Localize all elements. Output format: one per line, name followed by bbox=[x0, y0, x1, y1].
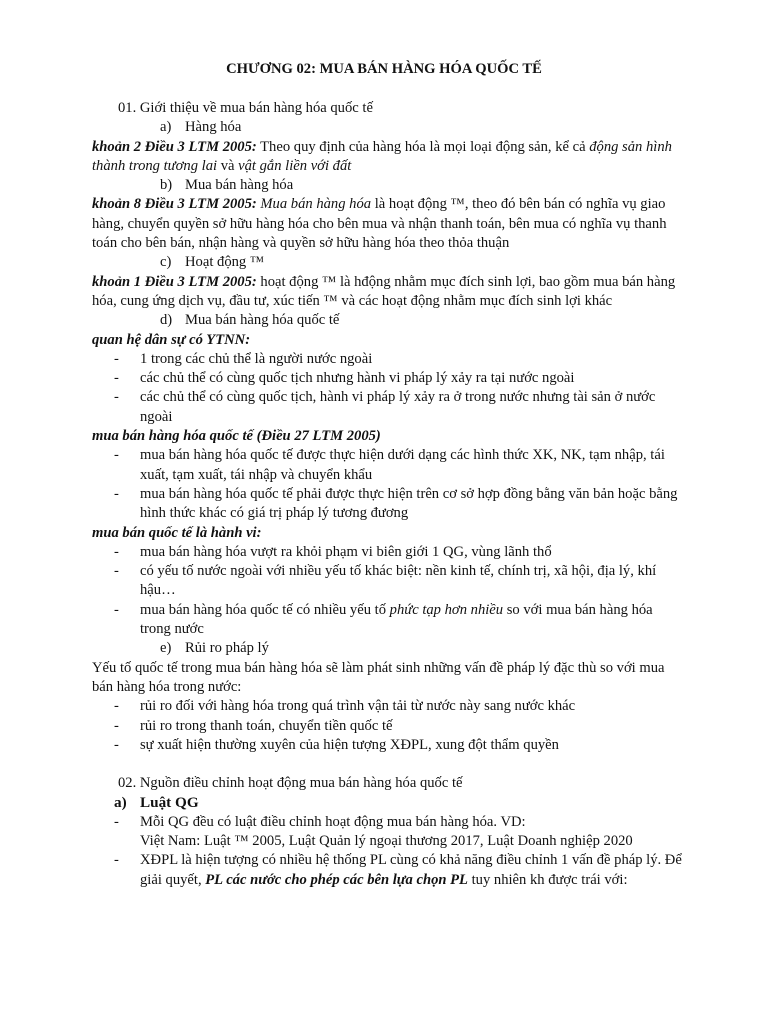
subsection-title: Mua bán hàng hóa quốc tế bbox=[185, 312, 340, 329]
list-item: - rủi ro trong thanh toán, chuyển tiền quốc tế bbox=[114, 717, 393, 734]
subsection-title: Hàng hóa bbox=[185, 119, 242, 136]
subsection-title: Rủi ro pháp lý bbox=[185, 640, 269, 657]
list-item: - mua bán hàng hóa quốc tế được thực hiện dưới dạng các hình thức XK, NK, tạm nhập, tái xuất, tạm xuất, tái nhập và chuyển khẩu bbox=[114, 447, 665, 483]
subsection-label: a) bbox=[114, 794, 127, 812]
subsection-title: Mua bán hàng hóa bbox=[185, 177, 294, 194]
act-heading: mua bán quốc tế là hành vi: bbox=[92, 524, 262, 541]
subsection-label: c) bbox=[160, 254, 172, 271]
subsection-label: a) bbox=[160, 119, 172, 136]
list-item: - rủi ro đối với hàng hóa trong quá trình vận tải từ nước này sang nước khác bbox=[114, 698, 576, 715]
ytnn-heading: quan hệ dân sự có YTNN: bbox=[92, 331, 251, 348]
example-line: Việt Nam: Luật ™ 2005, Luật Quản lý ngoại thương 2017, Luật Doanh nghiệp 2020 bbox=[140, 832, 633, 849]
list-item: - 1 trong các chủ thể là người nước ngoài bbox=[114, 350, 373, 367]
subsection-national-law bbox=[92, 793, 682, 812]
list-item: - các chủ thể có cùng quốc tịch, hành vi pháp lý xảy ra ở trong nước nhưng tài sản ở nước ngoài bbox=[114, 389, 656, 425]
section-heading-01: 01. Giới thiệu về mua bán hàng hóa quốc tế bbox=[118, 100, 373, 116]
paragraph-trade-activity: khoản 1 Điều 3 LTM 2005: hoạt động ™ là hđộng nhằm mục đích sinh lợi, bao gồm mua bán hàng hóa, cung ứng dịch vụ, đầu tư, xúc tiến ™ và các hoạt động nhằm mục đích sinh lợi khác bbox=[92, 273, 676, 309]
list-item: - có yếu tố nước ngoài với nhiều yếu tố khác biệt: nền kinh tế, chính trị, xã hội, địa lý, khí hậu… bbox=[114, 563, 657, 599]
list-item: - mua bán hàng hóa quốc tế có nhiều yếu tố phức tạp hơn nhiều so với mua bán hàng hóa trong nước bbox=[114, 601, 653, 638]
list-item: - mua bán hàng hóa quốc tế phải được thực hiện trên cơ sở hợp đồng bằng văn bản hoặc bằng hình thức khác có giá trị pháp lý tương đương bbox=[114, 485, 678, 522]
document-body bbox=[92, 99, 682, 890]
subsection-label: b) bbox=[160, 177, 173, 194]
list-item: - Mỗi QG đều có luật điều chỉnh hoạt động mua bán hàng hóa. VD: bbox=[114, 813, 526, 830]
list-item: - các chủ thể có cùng quốc tịch nhưng hành vi pháp lý xảy ra tại nước ngoài bbox=[114, 370, 575, 387]
list-item: - XĐPL là hiện tượng có nhiều hệ thống PL cùng có khả năng điều chỉnh 1 vấn đề pháp lý. Để giải quyết, PL các nước cho phép các bên lựa chọn PL tuy nhiên kh được trái với: bbox=[114, 852, 682, 888]
chapter-title: CHƯƠNG 02: MUA BÁN HÀNG HÓA QUỐC TẾ bbox=[226, 61, 542, 77]
subsection-title: Luật QG bbox=[140, 794, 199, 812]
risk-intro: Yếu tố quốc tế trong mua bán hàng hóa sẽ làm phát sinh những vấn đề pháp lý đặc thù so với mua bán hàng hóa trong nước: bbox=[92, 659, 665, 695]
list-item: - mua bán hàng hóa vượt ra khỏi phạm vi biên giới 1 QG, vùng lãnh thổ bbox=[114, 543, 552, 560]
subsection-title: Hoạt động ™ bbox=[185, 254, 265, 271]
legal-reference: khoản 8 Điều 3 LTM 2005: bbox=[92, 196, 257, 213]
subsection-e bbox=[92, 639, 682, 658]
subsection-b bbox=[92, 176, 682, 195]
legal-reference: khoản 2 Điều 3 LTM 2005: bbox=[92, 138, 257, 155]
subsection-label: e) bbox=[160, 640, 172, 657]
article-27-heading: mua bán hàng hóa quốc tế (Điều 27 LTM 2005) bbox=[92, 428, 381, 445]
subsection-a bbox=[92, 118, 682, 137]
paragraph-goods-definition: khoản 2 Điều 3 LTM 2005: Theo quy định của hàng hóa là mọi loại động sản, kể cả động sản hình thành trong tương lai và vật gắn liền với đất bbox=[92, 138, 672, 174]
paragraph-sale-definition: khoản 8 Điều 3 LTM 2005: Mua bán hàng hóa là hoạt động ™, theo đó bên bán có nghĩa vụ giao hàng, chuyển quyền sở hữu hàng hóa cho bên mua và nhận thanh toán, bên mua có nghĩa vụ thanh toán cho bên bán, nhận hàng và quyền sở hữu hàng hóa theo thỏa thuận bbox=[92, 196, 667, 252]
section-heading-02: 02. Nguồn điều chỉnh hoạt động mua bán hàng hóa quốc tế bbox=[118, 775, 463, 792]
list-item: - sự xuất hiện thường xuyên của hiện tượng XĐPL, xung đột thẩm quyền bbox=[114, 736, 559, 753]
legal-reference: khoản 1 Điều 3 LTM 2005: bbox=[92, 273, 257, 290]
subsection-d bbox=[92, 311, 682, 330]
subsection-label: d) bbox=[160, 312, 173, 329]
subsection-c bbox=[92, 253, 682, 272]
